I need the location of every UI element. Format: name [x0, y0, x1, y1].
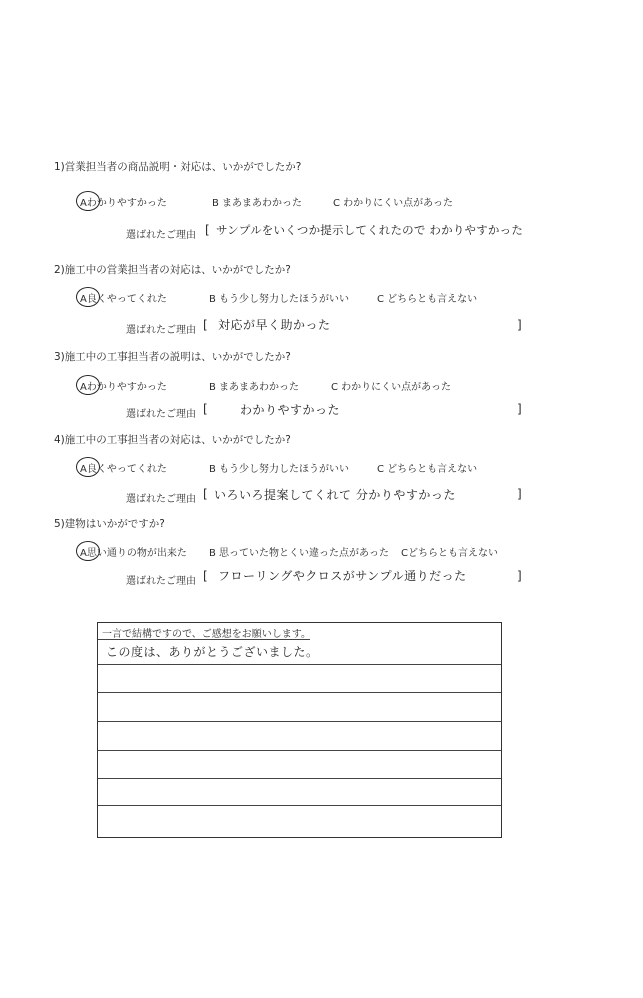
q5-reason-answer: フローリングやクロスがサンプル通りだった — [218, 569, 467, 583]
q2-reason-answer: 対応が早く助かった — [218, 318, 331, 332]
writing-line — [98, 692, 501, 693]
q2-option-c: C どちらとも言えない — [377, 294, 478, 305]
q1-option-b: B まあまあわかった — [212, 198, 303, 209]
q4-option-b: B もう少し努力したほうがいい — [209, 464, 350, 475]
question-1: 1)営業担当者の商品説明・対応は、いかがでしたか? — [54, 161, 302, 173]
writing-line — [98, 805, 501, 806]
q4-bracket-close: ] — [517, 487, 522, 501]
q3-reason-answer: わかりやすかった — [240, 403, 341, 417]
q5-bracket-close: ] — [517, 569, 522, 583]
q4-option-c: C どちらとも言えない — [377, 464, 478, 475]
comment-box-answer: この度は、ありがとうございました。 — [106, 645, 319, 659]
writing-line — [98, 664, 501, 665]
comment-box-heading: 一言で結構ですので、ご感想をお願いします。 — [102, 629, 311, 640]
q4-option-a: A良くやってくれた — [80, 464, 167, 475]
question-5: 5)建物はいかがですか? — [54, 518, 165, 530]
q4-reason-answer: いろいろ提案してくれて 分かりやすかった — [214, 488, 456, 502]
q1-option-c: C わかりにくい点があった — [333, 198, 454, 209]
q1-reason-label: 選ばれたご理由 — [126, 230, 196, 241]
q5-option-a: A思い通りの物が出来た — [80, 548, 187, 559]
q5-reason-label: 選ばれたご理由 — [126, 576, 196, 587]
q2-bracket-open: [ — [203, 318, 208, 332]
q5-option-c: Cどちらとも言えない — [401, 548, 498, 559]
q2-option-b: B もう少し努力したほうがいい — [209, 294, 350, 305]
q2-reason-label: 選ばれたご理由 — [126, 325, 196, 336]
q4-bracket-open: [ — [203, 487, 208, 501]
q5-option-b: B 思っていた物とくい違った点があった — [209, 548, 389, 559]
q3-bracket-open: [ — [203, 402, 208, 416]
q4-reason-label: 選ばれたご理由 — [126, 494, 196, 505]
q5-bracket-open: [ — [203, 569, 208, 583]
q2-bracket-close: ] — [517, 318, 522, 332]
comment-box — [97, 622, 502, 838]
heading-underline — [98, 639, 310, 640]
q3-option-c: C わかりにくい点があった — [331, 382, 452, 393]
question-2: 2)施工中の営業担当者の対応は、いかがでしたか? — [54, 264, 291, 276]
question-4: 4)施工中の工事担当者の対応は、いかがでしたか? — [54, 434, 291, 446]
question-3: 3)施工中の工事担当者の説明は、いかがでしたか? — [54, 351, 291, 363]
writing-line — [98, 721, 501, 722]
q3-option-b: B まあまあわかった — [209, 382, 300, 393]
writing-line — [98, 750, 501, 751]
q3-bracket-close: ] — [517, 402, 522, 416]
q3-reason-label: 選ばれたご理由 — [126, 409, 196, 420]
q1-bracket-open: [ — [205, 223, 210, 237]
q1-option-a: Aわかりやすかった — [80, 198, 167, 209]
writing-line — [98, 778, 501, 779]
q2-option-a: A良くやってくれた — [80, 294, 167, 305]
q3-option-a: Aわかりやすかった — [80, 382, 167, 393]
q1-reason-answer: サンプルをいくつか提示してくれたので わかりやすかった — [216, 223, 524, 237]
